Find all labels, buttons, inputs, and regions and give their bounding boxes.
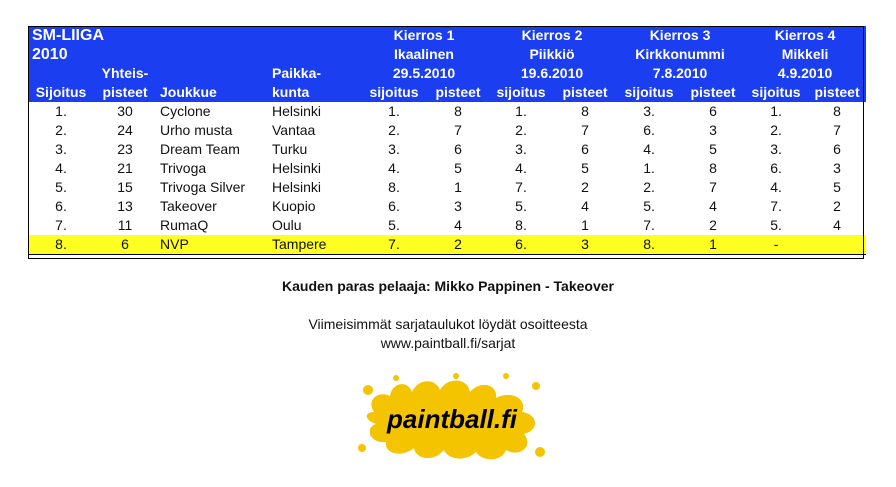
round-1-points-cell: 1	[454, 179, 462, 195]
round-3-placement-cell: 6.	[643, 122, 655, 138]
round-4-placement-cell: 3.	[770, 141, 782, 157]
round-1-points-cell: 5	[454, 160, 462, 176]
city-cell: Oulu	[272, 217, 302, 233]
round-3-points-cell: 3	[709, 122, 717, 138]
info-url-text: www.paintball.fi/sarjat	[380, 335, 516, 351]
header-row-venues	[28, 45, 866, 64]
round-2-placement-cell: 2.	[515, 122, 527, 138]
team-header: Joukkue	[156, 83, 268, 102]
rank-cell: 2.	[55, 122, 67, 138]
team-cell: RumaQ	[160, 217, 209, 233]
round-4-points-cell: 3	[833, 160, 841, 176]
round-2-points-cell: 2	[581, 179, 589, 195]
rank-cell: 4.	[55, 160, 67, 176]
round-4-points-cell: 2	[833, 198, 841, 214]
standings-table	[28, 26, 866, 255]
round-1-points-cell: 4	[454, 217, 462, 233]
round-2-points-cell: 3	[554, 235, 616, 255]
city-cell: Tampere	[268, 235, 360, 255]
round-1-placement-cell: 1.	[388, 103, 400, 119]
round-3-placement-cell: 5.	[643, 198, 655, 214]
round-4-points-cell	[808, 235, 866, 255]
round-4-points-cell: 8	[833, 103, 841, 119]
round-1-placement-cell: 5.	[388, 217, 400, 233]
league-year: 2010	[28, 45, 360, 64]
total-points-cell: 15	[117, 179, 133, 195]
round-2-placement-cell: 5.	[515, 198, 527, 214]
round-3-points-cell: 7	[709, 179, 717, 195]
total-points-cell: 11	[117, 217, 133, 233]
rank-cell: 6.	[55, 198, 67, 214]
round-2-placement-cell: 8.	[515, 217, 527, 233]
table-row	[28, 140, 866, 159]
total-points-cell: 21	[117, 160, 133, 176]
round-4-points-header: pisteet	[808, 83, 866, 102]
team-cell: Takeover	[160, 198, 217, 214]
round-1-placement-cell: 7.	[360, 235, 428, 255]
round-2-placement-cell: 6.	[488, 235, 554, 255]
placement-header: Sijoitus	[28, 83, 94, 102]
total-points-header-1: Yhteis-	[94, 64, 156, 83]
round-3-points-cell: 2	[709, 217, 717, 233]
city-header-1: Paikka-	[268, 64, 360, 83]
round-4-label: Kierros 4	[744, 26, 866, 45]
round-4-points-cell: 4	[833, 217, 841, 233]
round-3-placement-cell: 7.	[643, 217, 655, 233]
team-cell: Cyclone	[160, 103, 211, 119]
round-1-placement-header: sijoitus	[360, 83, 428, 102]
round-2-label: Kierros 2	[488, 26, 616, 45]
header-row-dates	[28, 64, 866, 83]
table-header	[28, 26, 866, 102]
table-row	[28, 235, 866, 255]
round-2-date: 19.6.2010	[488, 64, 616, 83]
round-2-points-header: pisteet	[554, 83, 616, 102]
round-2-placement-header: sijoitus	[488, 83, 554, 102]
round-3-placement-cell: 2.	[643, 179, 655, 195]
round-4-venue: Mikkeli	[744, 45, 866, 64]
rank-cell: 8.	[28, 235, 94, 255]
round-4-points-cell: 5	[833, 179, 841, 195]
round-2-points-cell: 7	[581, 122, 589, 138]
table-row	[28, 159, 866, 178]
round-3-placement-cell: 3.	[643, 103, 655, 119]
table-row	[28, 102, 866, 121]
total-points-header-2: pisteet	[94, 83, 156, 102]
round-2-points-cell: 6	[581, 141, 589, 157]
team-cell: Trivoga	[160, 160, 207, 176]
round-1-placement-cell: 8.	[388, 179, 400, 195]
round-2-points-cell: 4	[581, 198, 589, 214]
table-body	[28, 102, 866, 255]
city-cell: Helsinki	[272, 103, 322, 119]
round-3-placement-cell: 4.	[643, 141, 655, 157]
round-1-placement-cell: 4.	[388, 160, 400, 176]
city-header-2: kunta	[268, 83, 360, 102]
total-points-cell: 13	[117, 198, 133, 214]
round-2-placement-cell: 7.	[515, 179, 527, 195]
total-points-cell: 6	[94, 235, 156, 255]
round-2-points-cell: 8	[581, 103, 589, 119]
round-2-points-cell: 5	[581, 160, 589, 176]
round-2-placement-cell: 4.	[515, 160, 527, 176]
round-1-label: Kierros 1	[360, 26, 488, 45]
round-3-placement-cell: 8.	[616, 235, 682, 255]
best-player-text: Kauden paras pelaaja: Mikko Pappinen - Takeover	[282, 278, 614, 294]
city-cell: Vantaa	[272, 122, 316, 138]
total-points-cell: 23	[117, 141, 133, 157]
team-cell: Trivoga Silver	[160, 179, 246, 195]
rank-cell: 1.	[55, 103, 67, 119]
round-3-points-cell: 4	[709, 198, 717, 214]
round-4-placement-cell: 5.	[770, 217, 782, 233]
team-cell: NVP	[156, 235, 268, 255]
round-4-points-cell: 7	[833, 122, 841, 138]
total-points-cell: 30	[117, 103, 133, 119]
round-1-placement-cell: 2.	[388, 122, 400, 138]
round-3-date: 7.8.2010	[616, 64, 744, 83]
round-3-venue: Kirkkonummi	[616, 45, 744, 64]
table-row	[28, 216, 866, 235]
round-4-date: 4.9.2010	[744, 64, 866, 83]
round-4-placement-cell: 7.	[770, 198, 782, 214]
round-3-placement-cell: 1.	[643, 160, 655, 176]
round-1-date: 29.5.2010	[360, 64, 488, 83]
header-row-rounds	[28, 26, 866, 45]
city-cell: Helsinki	[272, 179, 322, 195]
info-text: Viimeisimmät sarjataulukot löydät osoitteesta	[308, 316, 588, 332]
round-1-points-cell: 7	[454, 122, 462, 138]
rank-cell: 5.	[55, 179, 67, 195]
table-row	[28, 178, 866, 197]
round-4-placement-cell: 6.	[770, 160, 782, 176]
round-4-placement-header: sijoitus	[744, 83, 808, 102]
round-1-points-cell: 8	[454, 103, 462, 119]
rank-cell: 3.	[55, 141, 67, 157]
round-4-placement-cell: -	[744, 235, 808, 255]
table-row	[28, 197, 866, 216]
round-2-points-cell: 1	[581, 217, 589, 233]
round-1-points-header: pisteet	[428, 83, 488, 102]
table-row	[28, 121, 866, 140]
round-3-points-cell: 6	[709, 103, 717, 119]
round-3-points-header: pisteet	[682, 83, 744, 102]
round-3-points-cell: 8	[709, 160, 717, 176]
round-3-label: Kierros 3	[616, 26, 744, 45]
rank-cell: 7.	[55, 217, 67, 233]
team-cell: Urho musta	[160, 122, 233, 138]
paintball-logo	[356, 372, 548, 462]
city-cell: Turku	[272, 141, 308, 157]
team-cell: Dream Team	[160, 141, 240, 157]
city-cell: Helsinki	[272, 160, 322, 176]
round-3-placement-header: sijoitus	[616, 83, 682, 102]
city-cell: Kuopio	[272, 198, 316, 214]
round-1-venue: Ikaalinen	[360, 45, 488, 64]
round-1-points-cell: 3	[454, 198, 462, 214]
round-1-placement-cell: 6.	[388, 198, 400, 214]
round-3-points-cell: 5	[709, 141, 717, 157]
round-2-venue: Piikkiö	[488, 45, 616, 64]
logo-text: paintball.fi	[387, 404, 517, 434]
round-1-points-cell: 6	[454, 141, 462, 157]
round-2-placement-cell: 1.	[515, 103, 527, 119]
round-3-points-cell: 1	[682, 235, 744, 255]
round-1-points-cell: 2	[428, 235, 488, 255]
round-4-placement-cell: 4.	[770, 179, 782, 195]
header-row-columns	[28, 83, 866, 102]
total-points-cell: 24	[117, 122, 133, 138]
round-1-placement-cell: 3.	[388, 141, 400, 157]
round-4-points-cell: 6	[833, 141, 841, 157]
round-4-placement-cell: 2.	[770, 122, 782, 138]
league-name: SM-LIIGA	[28, 26, 360, 45]
round-4-placement-cell: 1.	[770, 103, 782, 119]
round-2-placement-cell: 3.	[515, 141, 527, 157]
